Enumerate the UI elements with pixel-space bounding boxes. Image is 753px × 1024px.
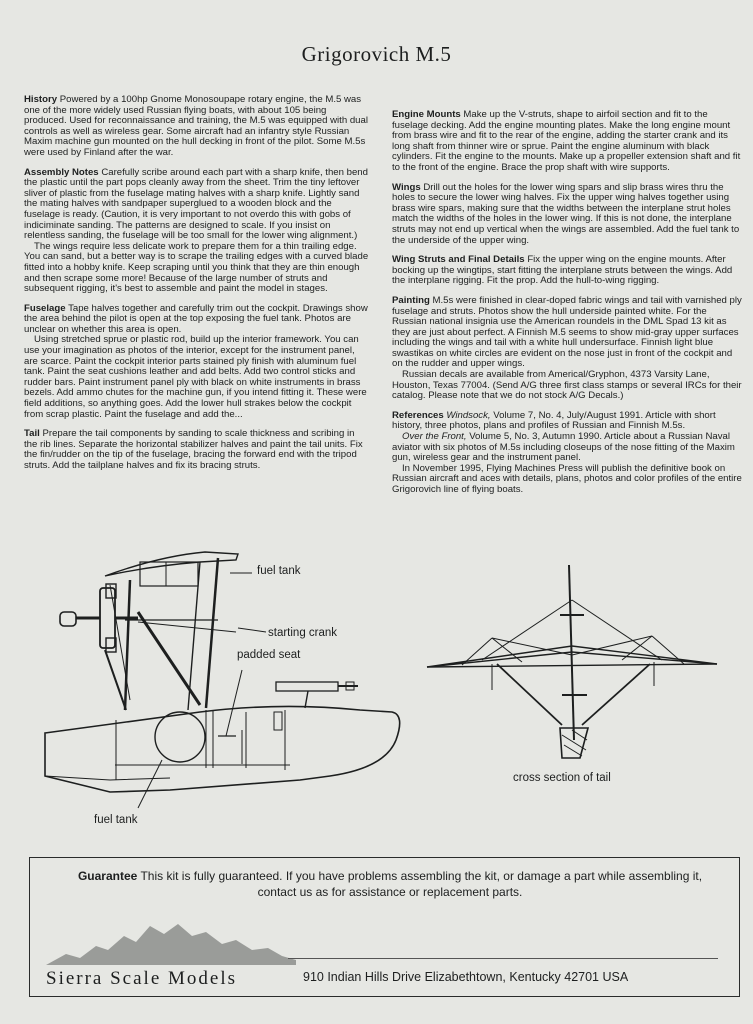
company-name: Sierra Scale Models <box>46 968 238 989</box>
tail-text: Prepare the tail components by sanding to scale thickness and scribing in the rib lines. Separate the horizontal stabilizer halves and paint the tail units. Fix the fin/rudder on the tip of the fuselage, bracing the forward end with the tripod struts. Add the tailplane halves and fix its bracing struts. <box>24 428 363 471</box>
aircraft-side-view-drawing <box>40 540 460 840</box>
fuselage-heading: Fuselage <box>24 302 66 314</box>
mountains-logo-icon <box>46 920 296 965</box>
engine-text: Make up the V-struts, shape to airfoil section and fit to the fuselage decking. Add the engine mounting plates. Make the long engine mount from brass wire and fit to the rear of the engine, adding the starter crank and its long shaft from thinner wire or sprue. Paint the engine aluminum with black cylinders. Fit the engine to the mounts. Make up a propeller extension shaft and fit to the front of the engine. Brace the prop shaft with wire supports. <box>392 109 741 173</box>
painting-text-2: Russian decals are available from Americal/Gryphon, 4373 Varsity Lane, Houston, Texas 77004. (Send A/G three first class stamps or several IRCs for their catalog. Please note that we do not stock A/G Decals.) <box>392 369 742 402</box>
painting-heading: Painting <box>392 294 430 306</box>
wings-heading: Wings <box>392 181 421 193</box>
drawings-area <box>0 540 753 840</box>
label-padded-seat: padded seat <box>237 649 301 661</box>
fuselage-text: Tape halves together and carefully trim out the cockpit. Drawings show the area behind the pilot is open at the top exposing the fuel tank. Photos are unclear on whether this area is open. <box>24 302 368 335</box>
assembly-text: Carefully scribe around each part with a sharp knife, then bend the plastic until the part pops cleanly away from the sheet. Trim the tiny leftover sliver of plastic from the fuselage mating halves with a sharp knife. Lightly sand the mating halves with sandpaper superglued to a wooden block and the fuselage is ready. (Caution, it is very important to not overdo this with gobs of indiciminate sanding. The patterns are designed to scale. If you insist on relentless sanding, the fuselage will be too small for the lower wing alignment.) <box>24 166 368 242</box>
tail-cross-section-drawing <box>422 560 722 790</box>
company-address: 910 Indian Hills Drive Elizabethtown, Kentucky 42701 USA <box>303 970 629 984</box>
label-cross-section-of-tail: cross section of tail <box>513 772 611 784</box>
label-starting-crank: starting crank <box>268 627 338 639</box>
label-fuel-tank-top: fuel tank <box>257 565 301 577</box>
guarantee-text: This kit is fully guaranteed. If you have problems assembling the kit, or damage a part while assembling it, contact us as for assistance or replacement parts. <box>140 869 703 899</box>
wings-section <box>392 183 742 247</box>
engine-heading: Engine Mounts <box>392 109 461 120</box>
history-section <box>24 95 370 159</box>
fuselage-text-2: Using stretched sprue or plastic rod, build up the interior framework. You can use your imagination as photos of the interior, except for the instrument panel, are scarce. Paint the cockpit interior parts stained ply finish with aluminum fuel tank. Paint the seat cushions leather and add belts. Add two control sticks and rudder bars. Paint instrument panel ply with black on white instruments in brass bezels. Add ammo chutes for the machine gun, if you intend fitting it. These were field additions, so anything goes. Add the lower hull strakes below the cockpit from scrap plastic. Paint the fuselage and add the... <box>24 334 367 420</box>
engine-section <box>392 110 742 174</box>
assembly-heading: Assembly Notes <box>24 166 99 178</box>
references-section <box>392 411 742 496</box>
struts-section <box>392 255 742 287</box>
references-cite-2: Over the Front, <box>402 431 467 443</box>
history-heading: History <box>24 94 58 105</box>
guarantee-heading: Guarantee <box>77 869 138 883</box>
history-text: Powered by a 100hp Gnome Monosoupape rotary engine, the M.5 was one of the more widely used Russian flying boats, with about 105 being produced. Used for reconnaissance and training, the M.5 was equipped with dual controls as well as wireless gear. Some aircraft had an infantry style Russian Maxim machine gun mounted on the hull decking in front of the pilot. Some M.5s were used by Finland after the war. <box>24 94 368 158</box>
guarantee-box <box>29 857 740 997</box>
references-text-3: In November 1995, Flying Machines Press will publish the definitive book on Russian aircraft and aces with details, plans, photos and color profiles of the entire Grigorovich line of flying boats. <box>392 462 742 495</box>
references-text-2: Volume 5, No. 3, Autumn 1990. Article about a Russian Naval aviator with six photos of M.5s including closeups of the nose fitting of the Maxim gun, wireless gear and the instrument panel. <box>392 431 735 464</box>
label-fuel-tank-bottom: fuel tank <box>94 814 138 826</box>
page-title: Grigorovich M.5 <box>301 42 452 66</box>
right-column <box>392 110 742 505</box>
references-text: Volume 7, No. 4, July/August 1991. Article with short history, three photos, plans and profiles of Russian and Finnish M.5s. <box>392 409 716 432</box>
tail-heading: Tail <box>24 428 40 440</box>
tail-section <box>24 429 370 471</box>
footer-rule <box>288 958 718 959</box>
painting-text: M.5s were finished in clear-doped fabric wings and tail with varnished ply fuselage and struts. Photos show the hull underside painted white. For the Russian national insignia use the American roundels in the DML Spad 13 kit as they are just about perfect. A Finnish M.5 seems to show mid-gray upper surfaces including the wings and tail with a white hull undersurface. Finnish light blue swastikas on white circles are evident on the nose just in front of the cockpit and on the rudder and upper wings. <box>392 294 742 370</box>
fuselage-section <box>24 304 370 421</box>
references-cite-1: Windsock, <box>446 409 491 421</box>
wings-text: Drill out the holes for the lower wing spars and slip brass wires thru the holes to secure the lower wing halves. Fix the upper wing halves together using brass wire spars, making sure that the widths between the interplane strut holes match the widths of the holes in the lower wing. If this is not done, the interplane struts may not end up vertical when the wings are assembled. Add the fuel tank to the underside of the upper wing. <box>392 181 740 246</box>
assembly-section <box>24 168 370 295</box>
painting-section <box>392 296 742 402</box>
struts-heading: Wing Struts and Final Details <box>392 254 525 266</box>
references-heading: References <box>392 409 444 421</box>
guarantee-paragraph <box>70 868 710 900</box>
left-column <box>24 95 370 481</box>
assembly-text-2: The wings require less delicate work to prepare them for a thin trailing edge. You can sand, but a better way is to scrape the trailing edges with a curved blade fitted into a hobby knife. Keep scraping until you think that they are thin enough and then scrape some more! Because of the large number of struts and subsequent rigging, it's best to assemble and paint the model in stages. <box>24 240 369 295</box>
struts-text: Fix the upper wing on the engine mounts. After bocking up the wingtips, start fitting the interplane struts between the wings. Add the interplane rigging. Fit the prop. Add the hull-to-wing rigging. <box>392 254 733 287</box>
